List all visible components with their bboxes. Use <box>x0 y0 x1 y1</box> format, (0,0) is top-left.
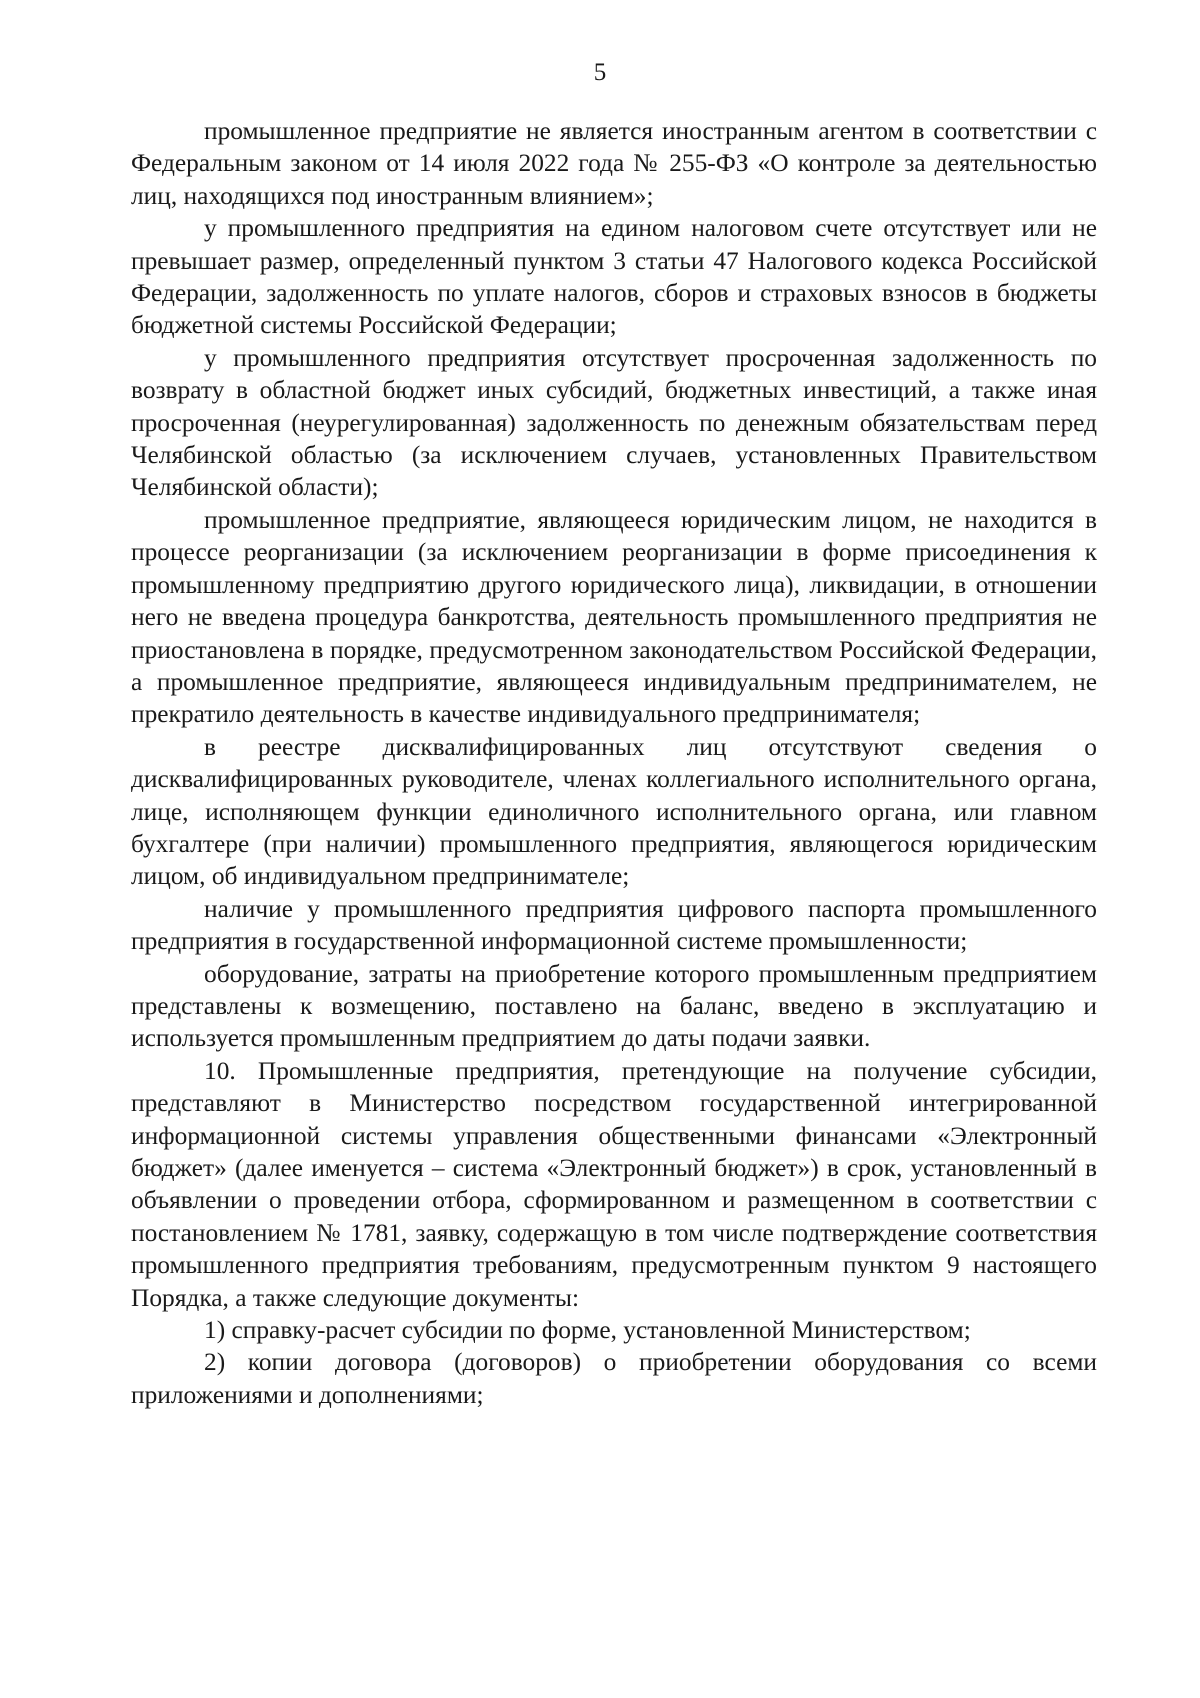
paragraph-equipment: оборудование, затраты на приобретение которого промышленным предприятием представлены к возмещению, поставлено на баланс, введено в эксплуатацию и используется промышленным предприятием до даты подачи заявки. <box>131 959 1097 1053</box>
document-body <box>131 115 1097 1411</box>
paragraph-reorganization: промышленное предприятие, являющееся юридическим лицом, не находится в процессе реорганизации (за исключением реорганизации в форме присоединения к промышленному предприятию другого юридического лица), ликвидации, в отношении него не введена процедура банкротства, деятельность промышленного предприятия не приостановлена в порядке, предусмотренном законодательством Российской Федерации, а промышленное предприятие, являющееся индивидуальным предпринимателем, не прекратило деятельность в качестве индивидуального предпринимателя; <box>131 505 1097 729</box>
paragraph-overdue-debt: у промышленного предприятия отсутствует просроченная задолженность по возврату в областной бюджет иных субсидий, бюджетных инвестиций, а также иная просроченная (неурегулированная) задолженность по денежным обязательствам перед Челябинской областью (за исключением случаев, установленных Правительством Челябинской области); <box>131 343 1097 502</box>
paragraph-subitem-2: 2) копии договора (договоров) о приобретении оборудования со всеми приложениями и дополнениями; <box>131 1348 1097 1409</box>
paragraph-foreign-agent: промышленное предприятие не является иностранным агентом в соответствии с Федеральным законом от 14 июля 2022 года № 255-ФЗ «О контроле за деятельностью лиц, находящихся под иностранным влиянием»; <box>131 117 1097 210</box>
paragraph-subitem-1: 1) справку-расчет субсидии по форме, установленной Министерством; <box>204 1316 971 1345</box>
paragraph-digital-passport: наличие у промышленного предприятия цифрового паспорта промышленного предприятия в государственной информационной системе промышленности; <box>131 894 1097 956</box>
page-number: 5 <box>593 59 607 86</box>
paragraph-disqualified-persons: в реестре дисквалифицированных лиц отсутствуют сведения о дисквалифицированных руководителе, членах коллегиального исполнительного органа, лице, исполняющем функции единоличного исполнительного органа, или главном бухгалтере (при наличии) промышленного предприятия, являющегося юридическим лицом, об индивидуальном предпринимателе; <box>131 732 1097 891</box>
paragraph-tax-debt: у промышленного предприятия на едином налоговом счете отсутствует или не превышает размер, определенный пунктом 3 статьи 47 Налогового кодекса Российской Федерации, задолженность по уплате налогов, сборов и страховых взносов в бюджеты бюджетной системы Российской Федерации; <box>131 214 1097 340</box>
paragraph-item-10: 10. Промышленные предприятия, претендующие на получение субсидии, представляют в Министерство посредством государственной интегрированной информационной системы управления общественными финансами «Электронный бюджет» (далее именуется – система «Электронный бюджет») в срок, установленный в объявлении о проведении отбора, сформированном и размещенном в соответствии с постановлением № 1781, заявку, содержащую в том числе подтверждение соответствия промышленного предприятия требованиям, предусмотренным пунктом 9 настоящего Порядка, а также следующие документы: <box>131 1056 1097 1312</box>
